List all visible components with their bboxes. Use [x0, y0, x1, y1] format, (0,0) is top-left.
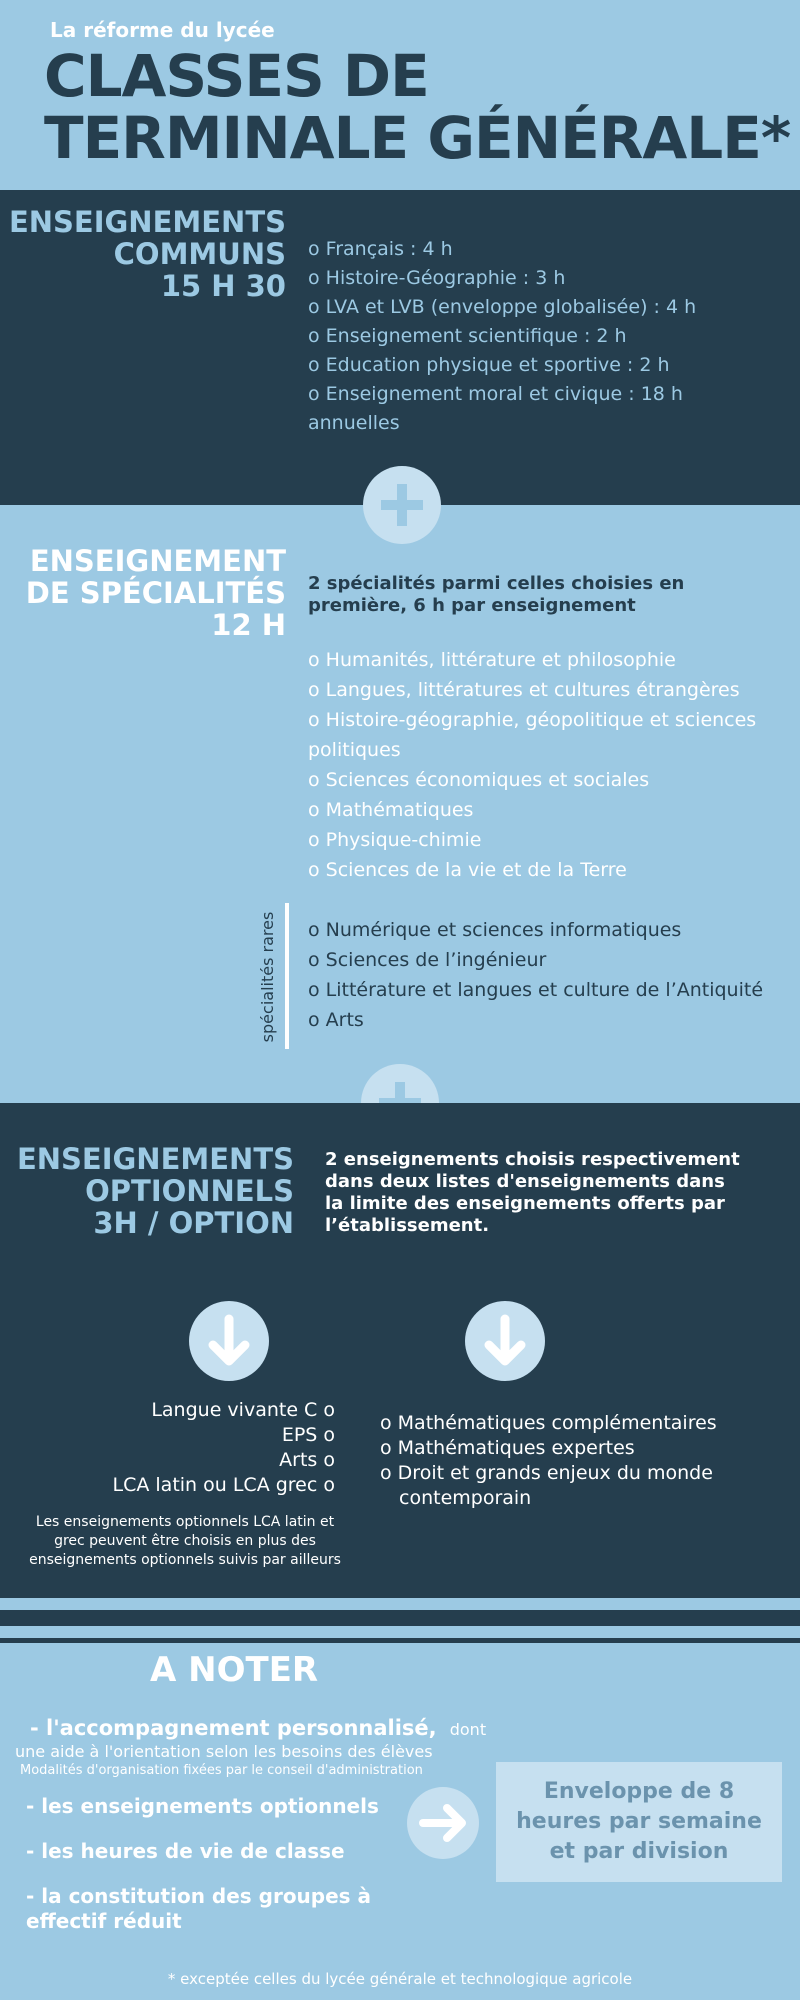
- communs-list: [308, 235, 778, 438]
- noter-item-groupes: - la constitution des groupes à effectif réduit: [26, 1884, 372, 1933]
- optionnels-note: Les enseignements optionnels LCA latin et grec peuvent être choisis en plus des enseignements optionnels suivis par ailleurs: [29, 1514, 341, 1568]
- header-kicker: La réforme du lycée: [50, 18, 275, 42]
- arrow-down-icon: [189, 1301, 269, 1381]
- list-item: o Numérique et sciences informatiques: [308, 919, 682, 941]
- noter-item-bold: - l'accompagnement personnalisé,: [30, 1716, 437, 1740]
- list-item: o Droit et grands enjeux du monde contemporain: [380, 1462, 713, 1509]
- list-item: o Mathématiques expertes: [380, 1437, 635, 1459]
- noter-item-accompagnement: [30, 1716, 500, 1740]
- divider-stripe: [0, 1638, 800, 1643]
- noter-item-modalites: Modalités d'organisation fixées par le conseil d'administration: [20, 1763, 423, 1778]
- noter-item-optionnels: - les enseignements optionnels: [26, 1794, 379, 1818]
- list-item: o Sciences de l’ingénieur: [308, 949, 547, 971]
- arrow-right-icon: [407, 1787, 479, 1859]
- list-item: o Sciences économiques et sociales: [308, 769, 650, 791]
- section-optionnels: [0, 1103, 800, 1598]
- list-item: o LVA et LVB (enveloppe globalisée) : 4 h: [308, 296, 697, 318]
- plus-icon: [363, 466, 441, 544]
- optionnels-hours: 3H / OPTION: [93, 1206, 294, 1240]
- list-item: LCA latin ou LCA grec o: [112, 1474, 335, 1496]
- enveloppe-box: Enveloppe de 8 heures par semaine et par division: [496, 1762, 782, 1882]
- list-item: o Histoire-géographie, géopolitique et sciences politiques: [308, 709, 757, 761]
- list-item: o Education physique et sportive : 2 h: [308, 354, 670, 376]
- specialites-rares-label: spécialités rares: [258, 911, 277, 1043]
- optionnels-title: [17, 1143, 294, 1239]
- list-item: o Mathématiques: [308, 799, 474, 821]
- divider-stripe: [0, 1626, 800, 1638]
- specialites-title: [26, 545, 286, 641]
- specialites-hours: 12 H: [211, 608, 286, 642]
- list-item: Arts o: [279, 1449, 335, 1471]
- rares-divider: [285, 903, 289, 1049]
- list-item: o Histoire-Géographie : 3 h: [308, 267, 566, 289]
- list-item: o Humanités, littérature et philosophie: [308, 649, 676, 671]
- divider-stripe: [0, 1610, 800, 1626]
- optionnels-right-list: [380, 1411, 780, 1511]
- footnote: * exceptée celles du lycée générale et technologique agricole: [167, 1970, 633, 1988]
- page-title: [44, 42, 791, 172]
- noter-item-detail: une aide à l'orientation selon les besoins des élèves: [15, 1742, 433, 1761]
- list-item: EPS o: [281, 1424, 335, 1446]
- specialites-title-line-2: DE SPÉCIALITÉS: [25, 576, 286, 610]
- communs-hours: 15 H 30: [160, 269, 286, 303]
- list-item: o Mathématiques complémentaires: [380, 1412, 717, 1434]
- list-item: o Arts: [308, 1009, 364, 1031]
- list-item: o Enseignement moral et civique : 18 h annuelles: [308, 383, 683, 434]
- section-specialites: [0, 505, 800, 1103]
- optionnels-title-line-1: ENSEIGNEMENTS: [16, 1142, 294, 1176]
- noter-title: A NOTER: [150, 1650, 319, 1690]
- specialites-title-line-1: ENSEIGNEMENT: [29, 544, 286, 578]
- list-item: o Sciences de la vie et de la Terre: [308, 859, 627, 881]
- communs-title-line-1: ENSEIGNEMENTS: [8, 205, 286, 239]
- optionnels-intro: 2 enseignements choisis respectivement dans deux listes d'enseignements dans la limite des enseignements offerts par l’établissement.: [325, 1149, 740, 1236]
- page-title-line-1: CLASSES DE: [44, 42, 429, 110]
- optionnels-title-line-2: OPTIONNELS: [85, 1174, 294, 1208]
- header: [0, 0, 800, 190]
- communs-title-line-2: COMMUNS: [113, 237, 286, 271]
- divider-stripe: [0, 1598, 800, 1610]
- noter-item-rest: dont: [449, 1720, 487, 1739]
- communs-title: [9, 206, 286, 302]
- list-item: Langue vivante C o: [151, 1399, 335, 1421]
- list-item: o Littérature et langues et culture de l’Antiquité: [308, 979, 764, 1001]
- optionnels-left-list: [35, 1398, 335, 1498]
- list-item: o Français : 4 h: [308, 238, 453, 260]
- specialites-rares-list: [308, 915, 788, 1035]
- section-enseignements-communs: [0, 190, 800, 505]
- noter-item-vie-de-classe: - les heures de vie de classe: [26, 1839, 345, 1863]
- specialites-list: [308, 645, 788, 885]
- page-title-line-2: TERMINALE GÉNÉRALE*: [44, 104, 791, 172]
- specialites-intro: 2 spécialités parmi celles choisies en première, 6 h par enseignement: [308, 573, 685, 616]
- list-item: o Langues, littératures et cultures étrangères: [308, 679, 740, 701]
- arrow-down-icon: [465, 1301, 545, 1381]
- list-item: o Physique-chimie: [308, 829, 482, 851]
- list-item: o Enseignement scientifique : 2 h: [308, 325, 627, 347]
